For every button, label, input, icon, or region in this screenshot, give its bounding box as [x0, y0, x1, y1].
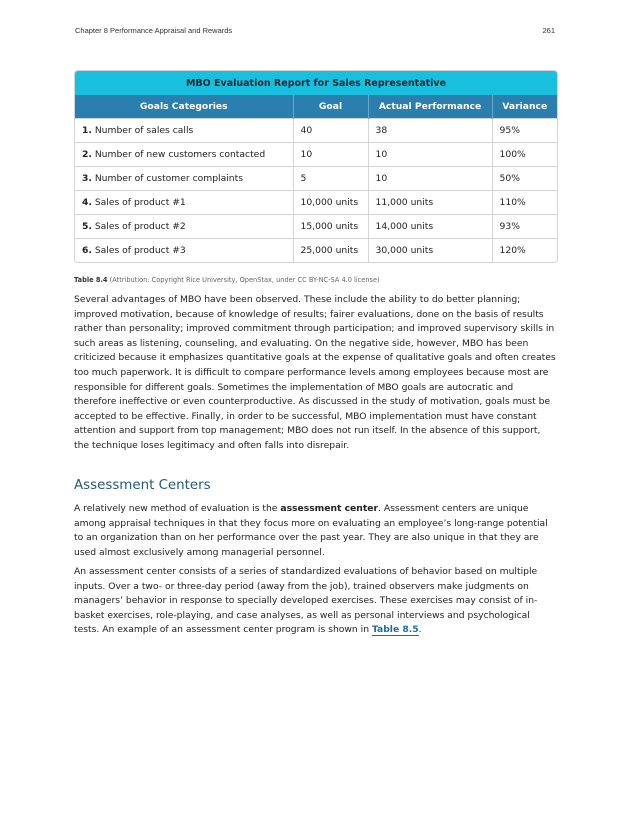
table-header-row [75, 95, 557, 119]
column-header-actual-performance: Actual Performance [368, 95, 492, 119]
mbo-table [74, 70, 558, 263]
goal-cell: 15,000 units [293, 215, 368, 239]
actual-cell: 10 [368, 143, 492, 167]
row-number: 2. [82, 149, 92, 160]
table-row [75, 239, 557, 263]
variance-cell: 93% [492, 215, 557, 239]
category-cell [75, 239, 293, 263]
paragraph-text: A relatively new method of evaluation is the [74, 503, 281, 514]
page-number: 261 [542, 26, 555, 35]
category-cell [75, 167, 293, 191]
category-text: Sales of product #1 [94, 197, 186, 208]
table-number: Table 8.4 [74, 276, 108, 284]
goal-cell: 10,000 units [293, 191, 368, 215]
row-number: 3. [82, 173, 92, 184]
table-row [75, 191, 557, 215]
goal-cell: 10 [293, 143, 368, 167]
table-attribution [74, 276, 380, 284]
category-cell [75, 191, 293, 215]
key-term: assessment center [280, 503, 378, 514]
chapter-title: Chapter 8 Performance Appraisal and Rewards [75, 26, 233, 35]
variance-cell: 50% [492, 167, 557, 191]
category-cell [75, 215, 293, 239]
section-heading: Assessment Centers [74, 478, 211, 493]
paragraph-assessment-description [74, 565, 558, 638]
variance-cell: 110% [492, 191, 557, 215]
table-reference-link[interactable]: Table 8.5 [371, 624, 419, 636]
goal-cell: 5 [293, 167, 368, 191]
actual-cell: 11,000 units [368, 191, 492, 215]
column-header-goals-categories: Goals Categories [75, 95, 293, 119]
row-number: 5. [82, 221, 92, 232]
row-number: 1. [82, 125, 92, 136]
variance-cell: 100% [492, 143, 557, 167]
table-row [75, 143, 557, 167]
category-text: Sales of product #3 [94, 245, 186, 256]
attribution-text: (Attribution: Copyright Rice University, OpenStax, under CC BY-NC-SA 4.0 license) [109, 276, 380, 284]
table-row [75, 167, 557, 191]
variance-cell: 95% [492, 119, 557, 143]
paragraph-assessment-intro [74, 502, 558, 560]
paragraph-mbo-advantages: Several advantages of MBO have been observed. These include the ability to do better planning; improved motivation, because of knowledge of results; fairer evaluations, done on the basis of results rather than personality; improved commitment through participation; and improved supervisory skills in such areas as listening, counseling, and evaluating. On the negative side, however, MBO has been criticized because it emphasizes quantitative goals at the expense of qualitative goals and often creates too much paperwork. It is difficult to compare performance levels among employees because most are responsible for different goals. Sometimes the implementation of MBO goals are autocratic and therefore ineffective or even counterproductive. As discussed in the study of motivation, goals must be accepted to be effective. Finally, in order to be successful, MBO implementation must have constant attention and support from top management; MBO does not run itself. In the absence of this support, the technique loses legitimacy and often falls into disrepair. [74, 294, 556, 451]
goal-cell: 25,000 units [293, 239, 368, 263]
category-text: Number of sales calls [94, 125, 194, 136]
category-text: Number of customer complaints [94, 173, 244, 184]
row-number: 6. [82, 245, 92, 256]
column-header-goal: Goal [293, 95, 368, 119]
table-caption: MBO Evaluation Report for Sales Representative [75, 71, 557, 95]
actual-cell: 38 [368, 119, 492, 143]
actual-cell: 30,000 units [368, 239, 492, 263]
table-row [75, 215, 557, 239]
category-text: Number of new customers contacted [94, 149, 266, 160]
category-cell [75, 119, 293, 143]
paragraph-text: . Assessment centers are unique among appraisal techniques in that they focus more on evaluating an employee’s long-range potential to an organization than on her performance over the past year. They are also unique in that they are used almost exclusively among managerial personnel. [74, 503, 548, 558]
category-cell [75, 143, 293, 167]
column-header-variance: Variance [492, 95, 557, 119]
variance-cell: 120% [492, 239, 557, 263]
table-row [75, 119, 557, 143]
goal-cell: 40 [293, 119, 368, 143]
category-text: Sales of product #2 [94, 221, 186, 232]
paragraph-text: . [418, 624, 422, 636]
row-number: 4. [82, 197, 92, 208]
actual-cell: 14,000 units [368, 215, 492, 239]
actual-cell: 10 [368, 167, 492, 191]
paragraph-text: An assessment center consists of a series of standardized evaluations of behavior based on multiple inputs. Over a two- or three-day period (away from the job), trained observers make judgments on managers’ behavior in response to specially developed exercises. These exercises may consist of in-basket exercises, role-playing, and case analyses, as well as personal interviews and psychological tests. An example of an assessment center program is shown in [74, 566, 538, 636]
